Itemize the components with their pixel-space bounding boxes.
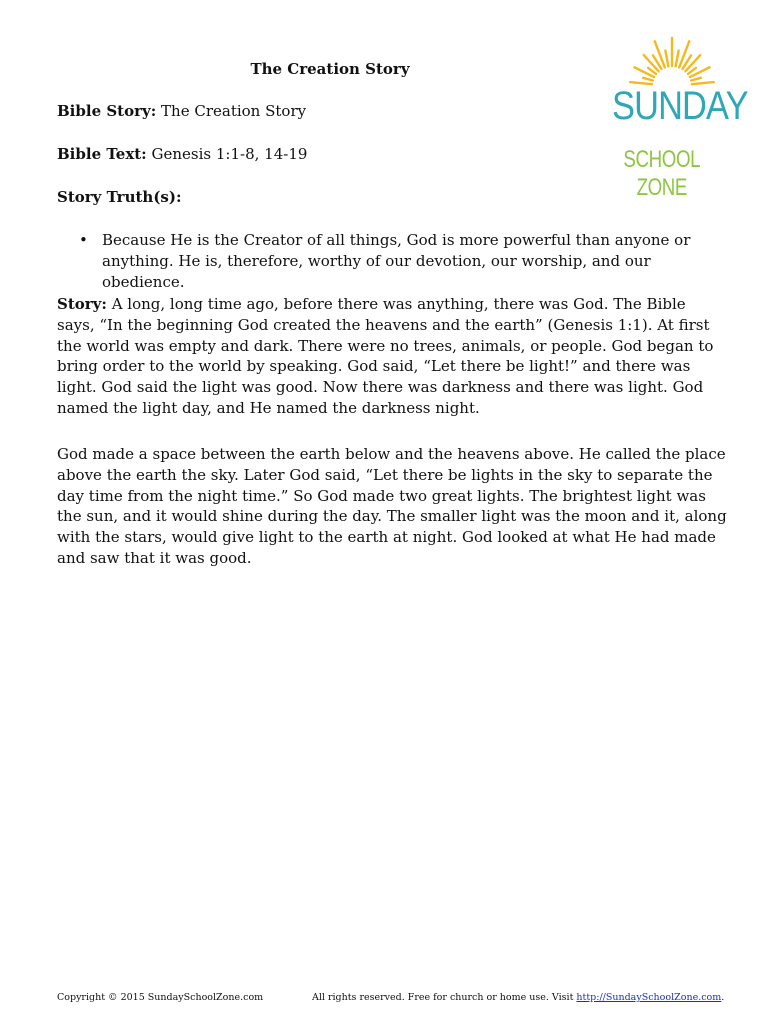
story-paragraph-2: God made a space between the earth below and the heavens above. He called the place above the earth the sky. Later God said, “Let there be lights in the sky to separate the day time from the night time.” So God made two great lights. The brightest light was the sun, and it would shine during the day. The smaller light was the moon and it, along with the stars, would give light to the earth at night. God looked at what He had made and saw that it was good. [57, 445, 727, 567]
footer-trailing: . [721, 992, 725, 1003]
sun-ray [676, 51, 679, 67]
truth-text: Because He is the Creator of all things, God is more powerful than anyone or anything. He is, therefore, worthy of our devotion, our worship, and our obedience. [102, 231, 691, 291]
story-paragraph-1-text: A long, long time ago, before there was anything, there was God. The Bible says, “In the beginning God created the heavens and the earth” (Genesis 1:1). At first the world was empty and dark. There were no trees, animals, or people. God began to bring order to the world by speaking. God said, “Let there be light!” and there was light. God said the light was good. Now there was darkness and there was light. God named the light day, and He named the darkness night. [57, 295, 714, 417]
sun-ray [643, 78, 653, 81]
story-truths-heading [57, 188, 182, 206]
sun-ray [691, 78, 701, 81]
footer-rights [312, 992, 724, 1003]
footer-link[interactable]: http://SundaySchoolZone.com [576, 992, 722, 1003]
bible-text-label: Bible Text: [57, 145, 147, 163]
bible-text-line [57, 145, 307, 163]
bible-text-value: Genesis 1:1-8, 14-19 [151, 145, 308, 163]
bible-story-line [57, 102, 306, 120]
sun-ray [679, 41, 689, 67]
sun-ray [665, 51, 668, 67]
footer-copyright: Copyright © 2015 SundaySchoolZone.com [57, 992, 264, 1003]
story-truths-label: Story Truth(s): [57, 188, 182, 206]
sun-ray [655, 41, 665, 67]
logo-sunday-text: SUNDAY [612, 84, 748, 128]
story-label: Story: [57, 295, 107, 313]
sun-rays-icon [612, 28, 732, 88]
bible-story-label: Bible Story: [57, 102, 157, 120]
story-paragraph-1 [57, 294, 727, 419]
truths-list [57, 230, 727, 293]
list-item [57, 230, 727, 293]
logo-school-zone-text: SCHOOL ZONE [623, 146, 701, 201]
page-title: The Creation Story [250, 60, 410, 78]
sunday-school-zone-logo [612, 28, 748, 201]
bullet-icon: • [79, 231, 88, 249]
footer-rights-text: All rights reserved. Free for church or home use. Visit [312, 992, 577, 1003]
bible-story-value: The Creation Story [161, 102, 307, 120]
